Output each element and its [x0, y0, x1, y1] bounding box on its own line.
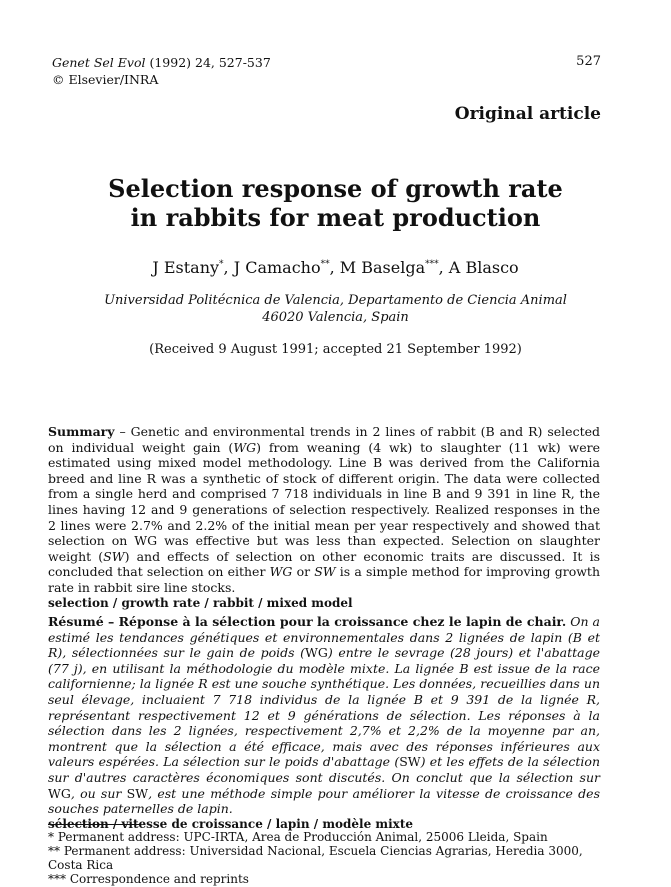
- page-number: 527: [576, 54, 601, 69]
- footnote-3: *** Correspondence and reprints: [48, 872, 249, 886]
- author-list: J Estany*, J Camacho**, M Baselga***, A Blasco: [152, 258, 519, 277]
- summary-keywords: selection / growth rate / rabbit / mixed model: [48, 595, 353, 610]
- author-mark: *: [219, 259, 224, 270]
- affiliation: [0, 292, 671, 326]
- footnote-1: * Permanent address: UPC-IRTA, Area de Producción Animal, 25006 Lleida, Spain: [48, 830, 548, 844]
- author-name: M Baselga: [339, 258, 426, 277]
- wg-abbrev: WG: [48, 785, 71, 801]
- journal-reference: (1992) 24, 527-537: [145, 55, 271, 70]
- author-name: J Estany: [152, 258, 220, 277]
- author-mark: ***: [425, 259, 439, 270]
- author-mark: **: [320, 259, 330, 270]
- sw-abbrev: SW: [126, 785, 149, 801]
- summary-text: ) from weaning (4 wk) to slaughter (11 wk) were estimated using mixed model methodology. Line B was derived from the California breed and line R was a synthetic of stock of different origin. The data were collected from a single herd and comprised 7 718 individuals in line B and 9 391 in line R, the lines having 12 and 9 generations of selection respectively. Realized responses in the 2 lines were 2.7% and 2.2% of the initial mean per year respectively and showed that selection on WG was effective but was less than expected. Selection on slaughter weight (: [48, 439, 600, 564]
- resume-keywords: sélection / vitesse de croissance / lapin / modèle mixte: [48, 816, 414, 831]
- wg-abbrev: WG: [233, 439, 257, 455]
- footnote-2: ** Permanent address: Universidad Nacional, Escuela Ciencias Agrarias, Heredia 3000, Costa Rica: [48, 844, 583, 872]
- sw-abbrev: SW: [314, 564, 336, 580]
- resume-abstract: [48, 614, 600, 832]
- resume-text: ) entre le sevrage (28 jours) et l'abattage (77 j), en utilisant la méthodologie du modèle mixte. La lignée B est issue de la race californienne; la lignée R est une souche synthétique. Les données, recueillies dans un seul élevage, incluaient 7 718 individus de la lignée B et 9 391 de la lignée R, représentant respectivement 12 et 9 générations de sélection. Les réponses à la sélection dans les 2 lignées, respectivement 2,7% et 2,2% de la moyenne par an, montrent que la sélection a été efficace, mais avec des réponses inférieures aux valeurs espérées. La sélection sur le poids d'abattage (: [48, 645, 600, 770]
- summary-text: is a simple method for improving growth rate in rabbit sire line stocks.: [48, 564, 600, 595]
- footnote-divider: [48, 824, 140, 825]
- affiliation-line-2: 46020 Valencia, Spain: [262, 310, 409, 325]
- resume-text: , est une méthode simple pour améliorer la vitesse de croissance des souches paternelles de lapin.: [48, 785, 600, 817]
- resume-text: , ou sur: [70, 785, 127, 801]
- journal-header: [52, 54, 271, 88]
- resume-heading: Résumé – Réponse à la sélection pour la croissance chez le lapin de chair.: [48, 614, 567, 629]
- paper-title: [0, 174, 671, 232]
- resume-text: On a estimé les tendances génétiques et environnementales dans 2 lignées de lapin (B et R), sélectionnées sur le gain de poids (: [48, 614, 601, 661]
- summary-heading: Summary: [48, 424, 115, 439]
- received-dates: (Received 9 August 1991; accepted 21 September 1992): [149, 342, 522, 357]
- journal-citation: [52, 54, 271, 71]
- sw-abbrev: SW: [103, 548, 125, 564]
- sw-abbrev: SW: [399, 754, 421, 770]
- title-line-2: in rabbits for meat production: [130, 203, 541, 232]
- wg-abbrev: WG: [305, 645, 328, 661]
- summary-abstract: [48, 424, 600, 611]
- affiliation-line-1: Universidad Politécnica de Valencia, Departamento de Ciencia Animal: [104, 293, 567, 308]
- wg-abbrev: WG: [269, 564, 293, 580]
- title-line-1: Selection response of growth rate: [108, 174, 563, 203]
- copyright-notice: © Elsevier/INRA: [52, 72, 159, 87]
- author-name: A Blasco: [448, 258, 519, 277]
- article-type: Original article: [454, 104, 601, 124]
- summary-text: or: [292, 564, 315, 580]
- author-name: J Camacho: [233, 258, 321, 277]
- summary-text: – Genetic and environmental trends in 2 lines of rabbit (B and R) selected on individual weight gain (: [48, 424, 600, 455]
- journal-name: Genet Sel Evol: [52, 55, 146, 70]
- summary-text: ) and effects of selection on other economic traits are discussed. It is concluded that selection on either: [48, 548, 600, 580]
- resume-text: ) et les effets de la sélection sur d'autres caractères économiques sont discutés. On conclut que la sélection sur: [48, 754, 600, 785]
